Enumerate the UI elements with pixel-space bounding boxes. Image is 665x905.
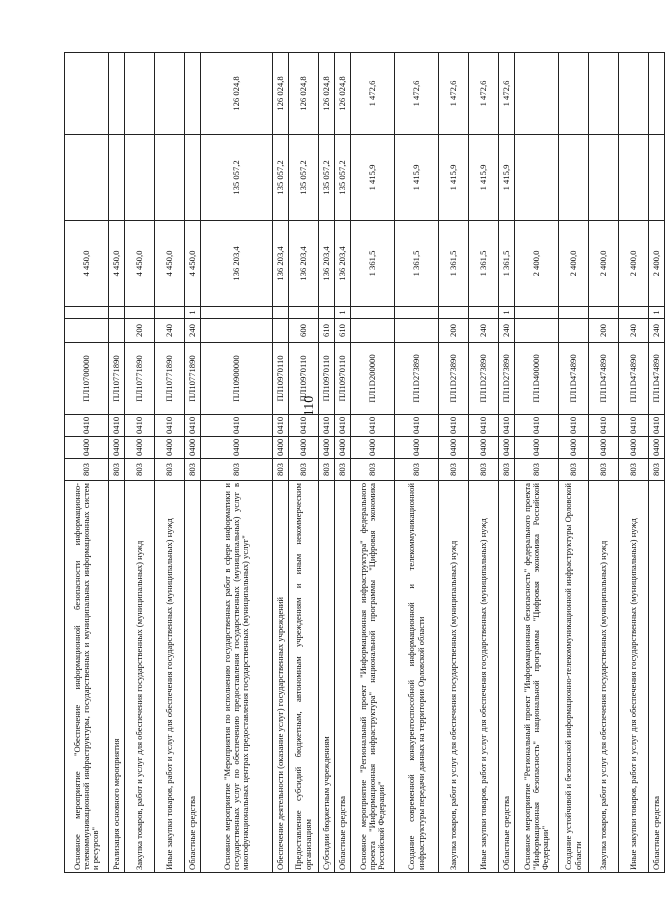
table-row [515, 53, 559, 873]
row-amount-year-2: 135 057,2 [289, 135, 319, 221]
row-description: Закупка товаров, работ и услуг для обеспечения государственных (муниципальных) нужд [125, 481, 155, 873]
row-section-code: 0400 [351, 437, 395, 459]
row-amount-year-2 [559, 135, 589, 221]
row-subsection-code: 0410 [185, 415, 201, 437]
row-description: Областные средства [649, 481, 665, 873]
row-amount-year-1: 136 203,4 [289, 221, 319, 307]
row-expense-type [109, 319, 125, 343]
row-funding-source [439, 307, 469, 319]
row-ministry-code: 803 [649, 459, 665, 481]
row-target-article: ПЛ10900000 [201, 343, 273, 415]
page-number: 110 [302, 395, 318, 417]
table-row [109, 53, 125, 873]
row-expense-type: 240 [619, 319, 649, 343]
row-funding-source [351, 307, 395, 319]
row-amount-year-2 [589, 135, 619, 221]
row-amount-year-1: 136 203,4 [273, 221, 289, 307]
row-description: Основное мероприятие "Обеспечение информационной безопасности информационно-телекоммуникационной инфраструктуры, государственных и муниципальных информационных систем и ресурсов" [65, 481, 109, 873]
row-funding-source [589, 307, 619, 319]
row-expense-type: 610 [319, 319, 335, 343]
row-funding-source: 1 [335, 307, 351, 319]
row-ministry-code: 803 [125, 459, 155, 481]
budget-table [64, 52, 665, 873]
row-ministry-code: 803 [319, 459, 335, 481]
row-target-article: ПЛ10970110 [273, 343, 289, 415]
row-section-code: 0400 [335, 437, 351, 459]
row-target-article: ПЛ10771890 [185, 343, 201, 415]
row-amount-year-3: 1 472,6 [499, 53, 515, 135]
row-funding-source: 1 [185, 307, 201, 319]
row-target-article: ПЛ10771890 [109, 343, 125, 415]
row-section-code: 0400 [395, 437, 439, 459]
row-section-code: 0400 [289, 437, 319, 459]
row-amount-year-3: 1 472,6 [395, 53, 439, 135]
row-amount-year-1: 4 450,0 [155, 221, 185, 307]
row-amount-year-1: 1 361,5 [395, 221, 439, 307]
row-amount-year-2 [155, 135, 185, 221]
table-row [185, 53, 201, 873]
row-ministry-code: 803 [185, 459, 201, 481]
row-amount-year-1: 4 450,0 [65, 221, 109, 307]
row-funding-source: 1 [499, 307, 515, 319]
row-section-code: 0400 [125, 437, 155, 459]
row-target-article: ПЛ1D273890 [469, 343, 499, 415]
row-subsection-code: 0410 [273, 415, 289, 437]
row-description: Основное мероприятие "Региональный проект "Информационная инфраструктура" федерального проекта "Информационная инфраструктура" национальной программы "Цифровая экономика Российской Федерации" [351, 481, 395, 873]
row-section-code: 0400 [469, 437, 499, 459]
row-ministry-code: 803 [469, 459, 499, 481]
row-expense-type [273, 319, 289, 343]
row-description: Основное мероприятие "Региональный проект "Информационная безопасность" федерального проекта "Информационная безопасность" национальной программы "Цифровая экономика Российской Федерации" [515, 481, 559, 873]
row-ministry-code: 803 [619, 459, 649, 481]
table-row [619, 53, 649, 873]
row-funding-source [155, 307, 185, 319]
row-target-article: ПЛ1D400000 [515, 343, 559, 415]
row-description: Предоставление субсидий бюджетным, автономным учреждениям и иным некоммерческим организациям [289, 481, 319, 873]
row-amount-year-1: 136 203,4 [201, 221, 273, 307]
row-target-article: ПЛ1D273890 [499, 343, 515, 415]
row-section-code: 0400 [273, 437, 289, 459]
row-amount-year-2 [125, 135, 155, 221]
row-subsection-code: 0410 [319, 415, 335, 437]
row-subsection-code: 0410 [589, 415, 619, 437]
row-amount-year-2: 135 057,2 [201, 135, 273, 221]
row-subsection-code: 0410 [65, 415, 109, 437]
row-expense-type [351, 319, 395, 343]
row-expense-type: 600 [289, 319, 319, 343]
row-amount-year-3: 1 472,6 [351, 53, 395, 135]
row-amount-year-1: 2 400,0 [589, 221, 619, 307]
row-amount-year-1: 136 203,4 [335, 221, 351, 307]
row-amount-year-3: 126 024,8 [335, 53, 351, 135]
row-expense-type: 200 [125, 319, 155, 343]
table-row [469, 53, 499, 873]
row-subsection-code: 0410 [469, 415, 499, 437]
row-funding-source [109, 307, 125, 319]
row-expense-type: 240 [499, 319, 515, 343]
row-amount-year-3: 1 472,6 [469, 53, 499, 135]
row-subsection-code: 0410 [649, 415, 665, 437]
row-ministry-code: 803 [335, 459, 351, 481]
row-amount-year-2: 135 057,2 [335, 135, 351, 221]
row-funding-source: 1 [649, 307, 665, 319]
row-ministry-code: 803 [155, 459, 185, 481]
table-row [319, 53, 335, 873]
row-section-code: 0400 [559, 437, 589, 459]
table-row [335, 53, 351, 873]
row-target-article: ПЛ1D273890 [395, 343, 439, 415]
row-description: Областные средства [499, 481, 515, 873]
row-amount-year-1: 1 361,5 [469, 221, 499, 307]
row-funding-source [515, 307, 559, 319]
row-amount-year-3 [559, 53, 589, 135]
row-target-article: ПЛ10771890 [155, 343, 185, 415]
row-section-code: 0400 [201, 437, 273, 459]
row-ministry-code: 803 [499, 459, 515, 481]
table-row [201, 53, 273, 873]
row-target-article: ПЛ1D273890 [439, 343, 469, 415]
row-subsection-code: 0410 [395, 415, 439, 437]
row-amount-year-1: 1 361,5 [439, 221, 469, 307]
row-amount-year-2: 1 415,9 [395, 135, 439, 221]
row-subsection-code: 0410 [155, 415, 185, 437]
row-description: Областные средства [185, 481, 201, 873]
row-funding-source [319, 307, 335, 319]
row-subsection-code: 0410 [201, 415, 273, 437]
row-section-code: 0400 [589, 437, 619, 459]
row-amount-year-1: 1 361,5 [351, 221, 395, 307]
row-amount-year-2 [515, 135, 559, 221]
row-amount-year-2: 135 057,2 [273, 135, 289, 221]
row-amount-year-3 [109, 53, 125, 135]
row-amount-year-2 [65, 135, 109, 221]
row-subsection-code: 0410 [335, 415, 351, 437]
row-funding-source [559, 307, 589, 319]
row-amount-year-2 [619, 135, 649, 221]
row-section-code: 0400 [155, 437, 185, 459]
row-ministry-code: 803 [109, 459, 125, 481]
row-ministry-code: 803 [589, 459, 619, 481]
row-subsection-code: 0410 [125, 415, 155, 437]
row-expense-type [559, 319, 589, 343]
row-amount-year-3 [185, 53, 201, 135]
row-ministry-code: 803 [65, 459, 109, 481]
table-row [559, 53, 589, 873]
row-target-article: ПЛ10970110 [319, 343, 335, 415]
row-expense-type [515, 319, 559, 343]
row-amount-year-2: 1 415,9 [469, 135, 499, 221]
row-amount-year-1: 2 400,0 [649, 221, 665, 307]
table-row [499, 53, 515, 873]
row-description: Закупка товаров, работ и услуг для обеспечения государственных (муниципальных) нужд [589, 481, 619, 873]
row-section-code: 0400 [65, 437, 109, 459]
row-expense-type [65, 319, 109, 343]
table-row [273, 53, 289, 873]
row-funding-source [469, 307, 499, 319]
row-amount-year-1: 4 450,0 [125, 221, 155, 307]
table-row [395, 53, 439, 873]
row-amount-year-3 [125, 53, 155, 135]
row-description: Иные закупки товаров, работ и услуг для обеспечения государственных (муниципальных) нужд [469, 481, 499, 873]
table-row [589, 53, 619, 873]
row-expense-type: 240 [649, 319, 665, 343]
row-ministry-code: 803 [289, 459, 319, 481]
row-expense-type [201, 319, 273, 343]
row-description: Обеспечение деятельности (оказание услуг) государственных учреждений [273, 481, 289, 873]
row-expense-type: 200 [439, 319, 469, 343]
row-section-code: 0400 [439, 437, 469, 459]
row-expense-type: 610 [335, 319, 351, 343]
row-description: Иные закупки товаров, работ и услуг для обеспечения государственных (муниципальных) нужд [619, 481, 649, 873]
row-target-article: ПЛ1D474890 [589, 343, 619, 415]
table-row [649, 53, 665, 873]
row-amount-year-2 [109, 135, 125, 221]
row-target-article: ПЛ10700000 [65, 343, 109, 415]
row-amount-year-1: 4 450,0 [185, 221, 201, 307]
row-amount-year-2: 1 415,9 [351, 135, 395, 221]
row-ministry-code: 803 [395, 459, 439, 481]
table-row [289, 53, 319, 873]
row-section-code: 0400 [319, 437, 335, 459]
row-section-code: 0400 [619, 437, 649, 459]
row-ministry-code: 803 [515, 459, 559, 481]
row-subsection-code: 0410 [515, 415, 559, 437]
row-subsection-code: 0410 [351, 415, 395, 437]
row-expense-type: 200 [589, 319, 619, 343]
row-target-article: ПЛ1D474890 [619, 343, 649, 415]
row-funding-source [125, 307, 155, 319]
table-body [65, 53, 665, 873]
row-amount-year-1: 136 203,4 [319, 221, 335, 307]
row-description: Субсидии бюджетным учреждениям [319, 481, 335, 873]
row-amount-year-1: 1 361,5 [499, 221, 515, 307]
row-amount-year-3: 126 024,8 [319, 53, 335, 135]
row-section-code: 0400 [515, 437, 559, 459]
row-subsection-code: 0410 [499, 415, 515, 437]
row-amount-year-3 [155, 53, 185, 135]
table-row [125, 53, 155, 873]
row-amount-year-2: 1 415,9 [439, 135, 469, 221]
row-description: Иные закупки товаров, работ и услуг для обеспечения государственных (муниципальных) нужд [155, 481, 185, 873]
row-ministry-code: 803 [201, 459, 273, 481]
row-amount-year-2 [185, 135, 201, 221]
row-description: Создание современной конкурентоспособной информационной и телекоммуникационной инфраструктуры передачи данных на территории Орловской области [395, 481, 439, 873]
row-amount-year-3 [649, 53, 665, 135]
row-ministry-code: 803 [559, 459, 589, 481]
row-subsection-code: 0410 [109, 415, 125, 437]
row-section-code: 0400 [649, 437, 665, 459]
table-row [155, 53, 185, 873]
row-section-code: 0400 [185, 437, 201, 459]
row-target-article: ПЛ1D200000 [351, 343, 395, 415]
row-ministry-code: 803 [439, 459, 469, 481]
row-description: Основное мероприятие "Мероприятия по исполнению государственных работ в сфере информатики и государственных услуг по обеспечению предоставления государственных (муниципальных) услуг в многофункциональных центрах предоставления государственных (муниципальных) услуг" [201, 481, 273, 873]
row-subsection-code: 0410 [619, 415, 649, 437]
row-description: Реализация основного мероприятия [109, 481, 125, 873]
row-amount-year-3: 126 024,8 [289, 53, 319, 135]
row-subsection-code: 0410 [559, 415, 589, 437]
row-ministry-code: 803 [351, 459, 395, 481]
row-amount-year-3 [589, 53, 619, 135]
row-target-article: ПЛ10970110 [335, 343, 351, 415]
table-row [65, 53, 109, 873]
row-subsection-code: 0410 [289, 415, 319, 437]
row-expense-type: 240 [155, 319, 185, 343]
row-amount-year-1: 2 400,0 [515, 221, 559, 307]
row-description: Закупка товаров, работ и услуг для обеспечения государственных (муниципальных) нужд [439, 481, 469, 873]
row-funding-source [201, 307, 273, 319]
row-expense-type [395, 319, 439, 343]
table-row [439, 53, 469, 873]
row-section-code: 0400 [109, 437, 125, 459]
row-subsection-code: 0410 [439, 415, 469, 437]
table-row [351, 53, 395, 873]
row-amount-year-3: 126 024,8 [273, 53, 289, 135]
row-amount-year-3 [515, 53, 559, 135]
row-amount-year-1: 2 400,0 [559, 221, 589, 307]
row-funding-source [619, 307, 649, 319]
row-expense-type: 240 [469, 319, 499, 343]
row-funding-source [273, 307, 289, 319]
row-expense-type: 240 [185, 319, 201, 343]
row-amount-year-2: 135 057,2 [319, 135, 335, 221]
row-amount-year-1: 2 400,0 [619, 221, 649, 307]
row-funding-source [289, 307, 319, 319]
row-amount-year-2 [649, 135, 665, 221]
row-ministry-code: 803 [273, 459, 289, 481]
row-amount-year-2: 1 415,9 [499, 135, 515, 221]
row-funding-source [65, 307, 109, 319]
row-target-article: ПЛ1D474890 [559, 343, 589, 415]
row-amount-year-1: 4 450,0 [109, 221, 125, 307]
row-target-article: ПЛ10970110 [289, 343, 319, 415]
row-amount-year-3 [619, 53, 649, 135]
row-target-article: ПЛ1D474890 [649, 343, 665, 415]
row-section-code: 0400 [499, 437, 515, 459]
row-amount-year-3: 1 472,6 [439, 53, 469, 135]
row-funding-source [395, 307, 439, 319]
row-description: Создание устойчивой и безопасной информационно-телекоммуникационной инфраструктуры Орловской области [559, 481, 589, 873]
row-amount-year-3: 126 024,8 [201, 53, 273, 135]
rotated-page [64, 53, 661, 873]
row-target-article: ПЛ10771890 [125, 343, 155, 415]
row-description: Областные средства [335, 481, 351, 873]
row-amount-year-3 [65, 53, 109, 135]
